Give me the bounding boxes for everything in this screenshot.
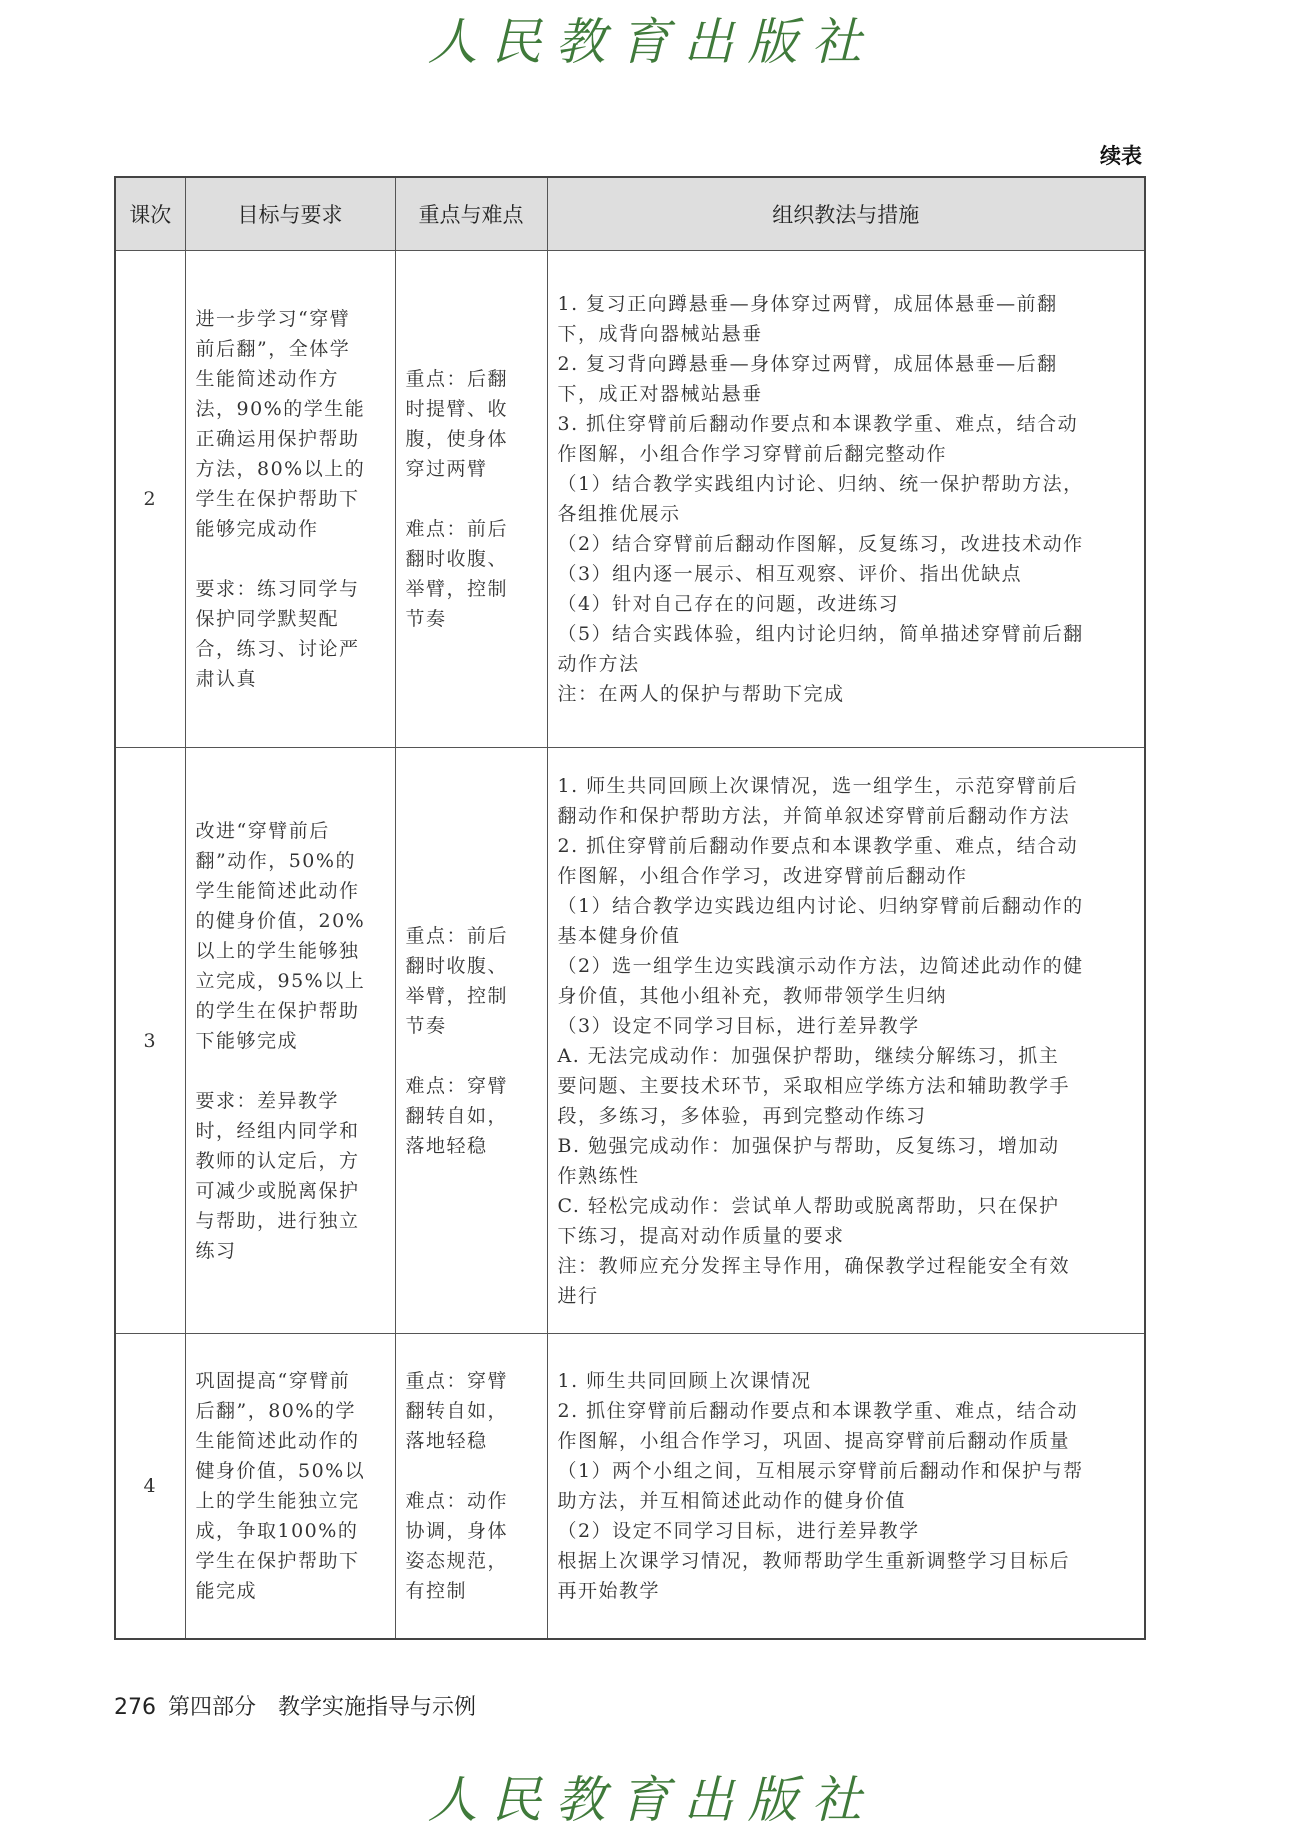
header-lesson: 课次 [115,177,185,251]
lesson-number: 3 [115,748,185,1334]
goal-text: 进一步学习“穿臂 前后翻”，全体学 生能简述动作方 法，90%的学生能 正确运用保护帮助 方法，80%以上的 学生在保护帮助下 能够完成动作 [195,308,366,540]
key-point-text: 重点：前后 翻时收腹、 举臂，控制 节奏 [405,924,509,1037]
page-footer [114,1690,476,1721]
key-points-cell [395,1334,547,1639]
goals-cell [185,251,395,748]
publisher-logo-bottom: 人民教育出版社 [427,1771,876,1829]
section-title: 第四部分 教学实施指导与示例 [168,1695,477,1720]
goal-text: 巩固提高“穿臂前 后翻”，80%的学 生能简述此动作的 健身价值，50%以 上的学生能独立完 成，争取100%的 学生在保护帮助下 能完成 [195,1369,366,1602]
difficulty-text: 难点：前后 翻时收腹、 举臂，控制 节奏 [405,518,509,630]
methods-text: 1. 师生共同回顾上次课情况，选一组学生，示范穿臂前后 翻动作和保护帮助方法，并简单叙述穿臂前后翻动作方法 2. 抓住穿臂前后翻动作要点和本课教学重、难点，结合动 作图解，小组合作学习，改进穿臂前后翻动作 （1）结合教学边实践边组内讨论、归纳穿臂前后翻动作的 基本健身价值 （2）选一组学生边实践演示动作方法，边简述此动作的健 身价值，其他小组补充，教师带领学生归纳 （3）设定不同学习目标，进行差异教学 A. 无法完成动作：加强保护帮助，继续分解练习，抓主 要问题、主要技术环节，采取相应学练方法和辅助教学手 段，多练习，多体验，再到完整动作练习 B. 勉强完成动作：加强保护与帮助，反复练习，增加动 作熟练性 C. 轻松完成动作：尝试单人帮助或脱离帮助，只在保护 下练习，提高对动作质量的要求 注：教师应充分发挥主导作用，确保教学过程能安全有效 进行 [557,774,1084,1307]
header-key-points: 重点与难点 [395,177,547,251]
key-point-text: 重点：后翻 时提臂、收 腹，使身体 穿过两臂 [405,368,509,480]
methods-text: 1. 复习正向蹲悬垂—身体穿过两臂，成屈体悬垂—前翻 下，成背向器械站悬垂 2. 复习背向蹲悬垂—身体穿过两臂，成屈体悬垂—后翻 下，成正对器械站悬垂 3. 抓住穿臂前后翻动作要点和本课教学重、难点，结合动 作图解，小组合作学习穿臂前后翻完整动作 （1）结合教学实践组内讨论、归纳、统一保护帮助方法， 各组推优展示 （2）结合穿臂前后翻动作图解，反复练习，改进技术动作 （3）组内逐一展示、相互观察、评价、指出优缺点 （4）针对自己存在的问题，改进练习 （5）结合实践体验，组内讨论归纳，简单描述穿臂前后翻 动作方法 注：在两人的保护与帮助下完成 [557,293,1084,705]
table-header-row [115,177,1145,251]
methods-cell [547,748,1145,1334]
methods-cell [547,1334,1145,1639]
continuation-label: 续表 [1100,144,1142,168]
difficulty-text: 难点：穿臂 翻转自如， 落地轻稳 [405,1074,509,1157]
key-point-text: 重点：穿臂 翻转自如， 落地轻稳 [405,1369,509,1452]
difficulty-text: 难点：动作 协调，身体 姿态规范， 有控制 [405,1489,509,1602]
goal-text: 改进“穿臂前后 翻”动作，50%的 学生能简述此动作 的健身价值，20% 以上的学生能够独 立完成，95%以上 的学生在保护帮助 下能够完成 [195,819,366,1052]
goals-cell [185,1334,395,1639]
table-row [115,251,1145,748]
methods-text: 1. 师生共同回顾上次课情况 2. 抓住穿臂前后翻动作要点和本课教学重、难点，结合动 作图解，小组合作学习，巩固、提高穿臂前后翻动作质量 （1）两个小组之间，互相展示穿臂前后翻动作和保护与帮 助方法，并互相简述此动作的健身价值 （2）设定不同学习目标，进行差异教学 根据上次课学习情况，教师帮助学生重新调整学习目标后 再开始教学 [557,1369,1084,1602]
lesson-number: 2 [115,251,185,748]
table-row [115,1334,1145,1639]
key-points-cell [395,251,547,748]
header-goals: 目标与要求 [185,177,395,251]
requirement-text: 要求：差异教学 时，经组内同学和 教师的认定后，方 可减少或脱离保护 与帮助，进行独立 练习 [195,1089,360,1262]
table-row [115,748,1145,1334]
lesson-plan-table [114,176,1146,1640]
lesson-number: 4 [115,1334,185,1639]
key-points-cell [395,748,547,1334]
header-methods: 组织教法与措施 [547,177,1145,251]
page-number: 276 [114,1695,156,1720]
methods-cell [547,251,1145,748]
publisher-logo-top: 人民教育出版社 [427,13,876,71]
goals-cell [185,748,395,1334]
requirement-text: 要求：练习同学与 保护同学默契配 合，练习、讨论严 肃认真 [195,578,360,690]
